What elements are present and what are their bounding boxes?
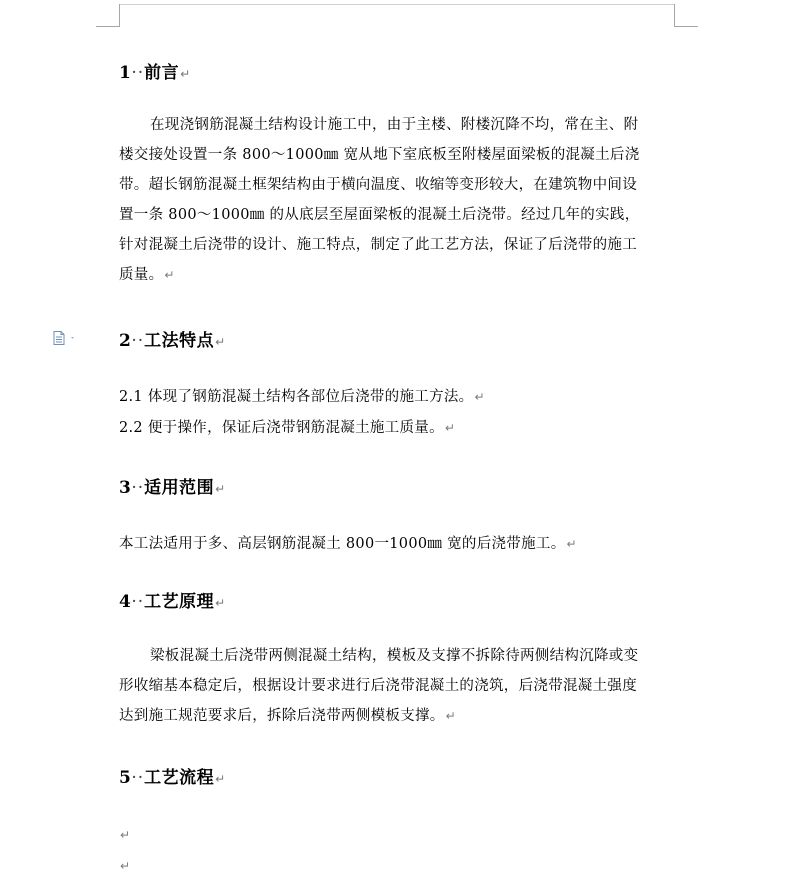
paragraph-mark: ↵: [180, 67, 191, 81]
heading-dots: ··: [131, 63, 145, 83]
paragraph-mark: ↵: [444, 421, 456, 435]
heading-title: 工艺原理: [144, 592, 215, 612]
paragraph-mark: ↵: [120, 828, 131, 842]
heading-dots: ··: [131, 478, 145, 498]
heading-scope[interactable]: [119, 473, 226, 498]
preface-paragraph[interactable]: [119, 110, 679, 290]
crop-mark-top-left: [96, 26, 120, 27]
heading-features[interactable]: [119, 326, 226, 351]
text-line: 带。超长钢筋混凝土框架结构由于横向温度、收缩等变形较大，在建筑物中间设: [119, 177, 637, 193]
paragraph-mark: ↵: [215, 335, 226, 349]
heading-number: 4: [119, 592, 132, 612]
heading-preface[interactable]: [119, 58, 191, 83]
text-line: 置一条 800～1000㎜ 的从底层至屋面梁板的混凝土后浇带。经过几年的实践，: [119, 207, 640, 223]
empty-paragraph[interactable]: [119, 824, 130, 843]
crop-mark-top-right: [674, 26, 698, 27]
heading-title: 工法特点: [144, 331, 215, 351]
heading-number: 2: [119, 331, 132, 351]
text-line: 形收缩基本稳定后，根据设计要求进行后浇带混凝土的浇筑，后浇带混凝土强度: [119, 678, 637, 694]
scope-paragraph[interactable]: 本工法适用于多、高层钢筋混凝土 800一1000㎜ 宽的后浇带施工。↵: [119, 536, 577, 552]
heading-process[interactable]: [119, 763, 226, 788]
paragraph-mark: ↵: [215, 596, 226, 610]
paragraph-mark: ↵: [566, 537, 577, 551]
text-line: 针对混凝土后浇带的设计、施工特点，制定了此工艺方法，保证了后浇带的施工: [119, 237, 637, 253]
empty-paragraph[interactable]: [119, 855, 130, 874]
paragraph-mark: ↵: [164, 268, 175, 282]
list-item[interactable]: 2.2 便于操作，保证后浇带钢筋混凝土施工质量。↵: [119, 420, 456, 436]
crop-mark-top-right: [674, 4, 675, 26]
paragraph-mark: ↵: [474, 390, 485, 404]
text-line-last: 达到施工规范要求后，拆除后浇带两侧模板支撑。↵: [119, 708, 456, 724]
heading-title: 工艺流程: [144, 768, 215, 788]
heading-number: 1: [119, 63, 132, 83]
text-line-last: 质量。↵: [119, 267, 175, 283]
list-item[interactable]: 2.1 体现了钢筋混凝土结构各部位后浇带的施工方法。↵: [119, 389, 485, 405]
paragraph-mark: ↵: [215, 772, 226, 786]
heading-title: 前言: [144, 63, 180, 83]
heading-dots: ··: [131, 331, 145, 351]
document-icon[interactable]: [53, 330, 77, 344]
principle-paragraph[interactable]: [119, 641, 679, 731]
paragraph-mark: ↵: [120, 859, 131, 873]
paragraph-mark: ↵: [215, 482, 226, 496]
text-line: 梁板混凝土后浇带两侧混凝土结构，模板及支撑不拆除待两侧结构沉降或变: [150, 648, 639, 664]
page-top-edge: [120, 4, 674, 5]
heading-title: 适用范围: [144, 478, 215, 498]
heading-principle[interactable]: [119, 587, 226, 612]
heading-dots: ··: [131, 768, 145, 788]
text-line: 在现浇钢筋混凝土结构设计施工中，由于主楼、附楼沉降不均，常在主、附: [150, 117, 639, 133]
paragraph-mark: ↵: [445, 709, 456, 723]
heading-number: 3: [119, 478, 132, 498]
text-line: 楼交接处设置一条 800～1000㎜ 宽从地下室底板至附楼屋面梁板的混凝土后浇: [119, 147, 640, 163]
crop-mark-top-left: [119, 4, 120, 26]
heading-dots: ··: [131, 592, 145, 612]
heading-number: 5: [119, 768, 132, 788]
